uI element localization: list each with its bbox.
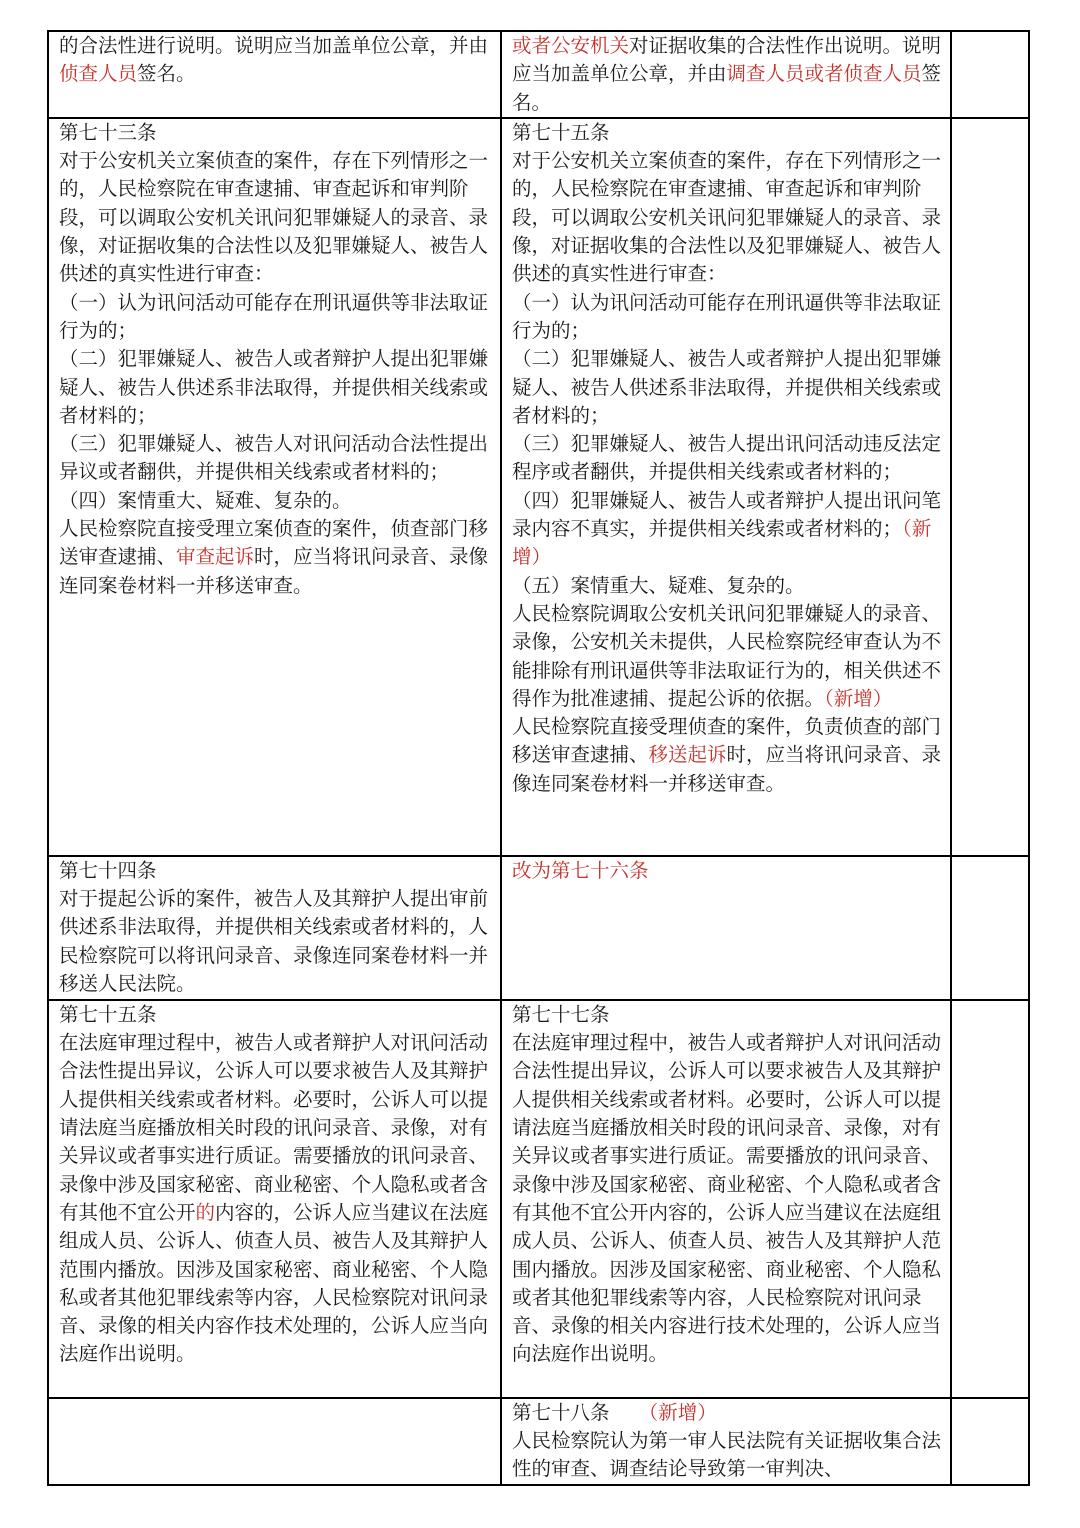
table-row [48, 118, 1029, 856]
note-cell [951, 31, 1029, 118]
changed-text: 或者公安机关 [512, 34, 630, 57]
paragraph [512, 600, 946, 713]
text-run: 时，应当将讯问录音、录像连同案卷材料一并移送审查。 [59, 545, 489, 597]
old-text-cell [48, 1398, 501, 1485]
old-text-cell [48, 856, 501, 1000]
note-cell [951, 856, 1029, 1000]
changed-text: 调查人员或者侦查人员 [726, 62, 922, 86]
text-run: 人民检察院直接受理侦查的案件，负责侦查的部门移送审查逮捕、 [512, 715, 942, 767]
text-run: 人民检察院调取公安机关讯问犯罪嫌疑人的录音、录像，公安机关未提供，人民检察院经审查认为不能排除有刑讯逼供等非法取证行为的，相关供述不得作为批准逮捕、提起公诉的依据。 [512, 601, 942, 710]
new-text-cell [501, 31, 951, 118]
paragraph [512, 1001, 946, 1029]
text-run: （五）案情重大、疑难、复杂的。 [512, 573, 805, 597]
text-run: 对证据收集的合法性作出说明。说明应当加盖单位公章，并由 [512, 34, 942, 86]
changed-text: （新增） [512, 517, 932, 569]
text-run: 第七十七条 [512, 1002, 610, 1026]
paragraph [512, 345, 946, 430]
text-run: 第七十五条 [512, 120, 610, 144]
paragraph [59, 1029, 496, 1369]
text-run: 第七十五条 [59, 1002, 157, 1026]
paragraph [59, 1001, 496, 1029]
paragraph [512, 1427, 946, 1484]
paragraph [59, 289, 496, 346]
text-run: （一）认为讯问活动可能存在刑讯逼供等非法取证行为的； [512, 290, 942, 342]
paragraph [512, 1399, 946, 1427]
new-text-cell [501, 1398, 951, 1485]
paragraph [59, 857, 496, 885]
comparison-table-body [48, 31, 1029, 1485]
text-run: 第七十四条 [59, 858, 157, 882]
text-run: （三）犯罪嫌疑人、被告人对讯问活动合法性提出异议或者翻供，并提供相关线索或者材料的； [59, 432, 489, 484]
text-run: 人民检察院认为第一审人民法院有关证据收集合法性的审查、调查结论导致第一审判决、 [512, 1429, 942, 1481]
paragraph [512, 572, 946, 600]
paragraph [512, 430, 946, 487]
text-run: （四）犯罪嫌疑人、被告人或者辩护人提出讯问笔录内容不真实，并提供相关线索或者材料的； [512, 488, 942, 541]
text-run: （四）案情重大、疑难、复杂的。 [59, 488, 352, 512]
changed-text: 审查起诉 [176, 545, 255, 569]
paragraph [512, 857, 946, 885]
text-run: 第七十三条 [59, 120, 157, 144]
text-run: （一）认为讯问活动可能存在刑讯逼供等非法取证行为的； [59, 290, 489, 342]
paragraph [512, 713, 946, 798]
text-run: 对于提起公诉的案件，被告人及其辩护人提出审前供述系非法取得，并提供相关线索或者材料的，人民检察院可以将讯问录音、录像连同案卷材料一并移送人民法院。 [59, 887, 489, 996]
new-text-cell [501, 856, 951, 1000]
text-run: 在法庭审理过程中，被告人或者辩护人对讯问活动合法性提出异议，公诉人可以要求被告人及其辩护人提供相关线索或者材料。必要时，公诉人可以提请法庭当庭播放相关时段的讯问录音、录像，对有关异议或者事实进行质证。需要播放的讯问录音、录像中涉及国家秘密、商业秘密、个人隐私或者含有其他不宜公开内容的，公诉人应当建议在法庭组成人员、公诉人、侦查人员、被告人及其辩护人范围内播放。因涉及国家秘密、商业秘密、个人隐私或者其他犯罪线索等内容，人民检察院对讯问录音、录像的相关内容进行技术处理的，公诉人应当向法庭作出说明。 [512, 1031, 942, 1366]
table-row [48, 856, 1029, 1000]
text-run: 签名。 [512, 62, 942, 114]
paragraph [512, 119, 946, 147]
paragraph [512, 487, 946, 572]
paragraph [512, 1029, 946, 1369]
note-cell [951, 118, 1029, 856]
old-text-cell [48, 31, 501, 118]
paragraph [59, 487, 496, 515]
changed-text: 改为第七十六条 [512, 858, 649, 882]
changed-text: 移送起诉 [648, 743, 727, 767]
note-cell [951, 1000, 1029, 1398]
new-text-cell [501, 1000, 951, 1398]
table-row [48, 31, 1029, 118]
paragraph [59, 430, 496, 487]
paragraph [59, 345, 496, 430]
paragraph [59, 32, 496, 89]
new-text-cell [501, 118, 951, 856]
comparison-table [47, 30, 1030, 1486]
text-run: 人民检察院直接受理立案侦查的案件，侦查部门移送审查逮捕、 [59, 517, 489, 569]
text-run: 时，应当将讯问录音、录像连同案卷材料一并移送审查。 [512, 743, 942, 795]
text-run: 第七十八条 [512, 1400, 649, 1424]
text-run: 内容的，公诉人应当建议在法庭组成人员、公诉人、侦查人员、被告人及其辩护人范围内播放。因涉及国家秘密、商业秘密、个人隐私或者其他犯罪线索等内容，人民检察院对讯问录音、录像的相关内容作技术处理的，公诉人应当向法庭作出说明。 [59, 1200, 489, 1366]
paragraph [512, 147, 946, 288]
text-run: 的合法性进行说明。说明应当加盖单位公章，并由 [59, 34, 489, 57]
paragraph [512, 289, 946, 346]
paragraph [59, 885, 496, 998]
table-row [48, 1398, 1029, 1485]
text-run: 在法庭审理过程中，被告人或者辩护人对讯问活动合法性提出异议，公诉人可以要求被告人及其辩护人提供相关线索或者材料。必要时，公诉人可以提请法庭当庭播放相关时段的讯问录音、录像，对有关异议或者事实进行质证。需要播放的讯问录音、录像中涉及国家秘密、商业秘密、个人隐私或者含有其他不宜公开 [59, 1031, 489, 1224]
text-run: （二）犯罪嫌疑人、被告人或者辩护人提出犯罪嫌疑人、被告人供述系非法取得，并提供相关线索或者材料的； [512, 347, 942, 427]
old-text-cell [48, 118, 501, 856]
changed-text: 侦查人员 [59, 62, 138, 86]
changed-text: （新增） [824, 686, 893, 710]
paragraph [59, 147, 496, 288]
changed-text: （新增） [648, 1400, 717, 1424]
table-row [48, 1000, 1029, 1398]
note-cell [951, 1398, 1029, 1485]
text-run: （三）犯罪嫌疑人、被告人提出讯问活动违反法定程序或者翻供，并提供相关线索或者材料的； [512, 432, 942, 484]
text-run: 签名。 [137, 62, 196, 86]
paragraph [512, 32, 946, 117]
paragraph [59, 119, 496, 147]
changed-text: 的 [195, 1200, 216, 1224]
text-run: 对于公安机关立案侦查的案件，存在下列情形之一的，人民检察院在审查逮捕、审查起诉和审判阶段，可以调取公安机关讯问犯罪嫌疑人的录音、录像，对证据收集的合法性以及犯罪嫌疑人、被告人供述的真实性进行审查： [512, 149, 942, 286]
text-run: 对于公安机关立案侦查的案件，存在下列情形之一的，人民检察院在审查逮捕、审查起诉和审判阶段，可以调取公安机关讯问犯罪嫌疑人的录音、录像，对证据收集的合法性以及犯罪嫌疑人、被告人供述的真实性进行审查： [59, 149, 489, 286]
paragraph [59, 515, 496, 600]
text-run: （二）犯罪嫌疑人、被告人或者辩护人提出犯罪嫌疑人、被告人供述系非法取得，并提供相关线索或者材料的； [59, 347, 489, 427]
old-text-cell [48, 1000, 501, 1398]
